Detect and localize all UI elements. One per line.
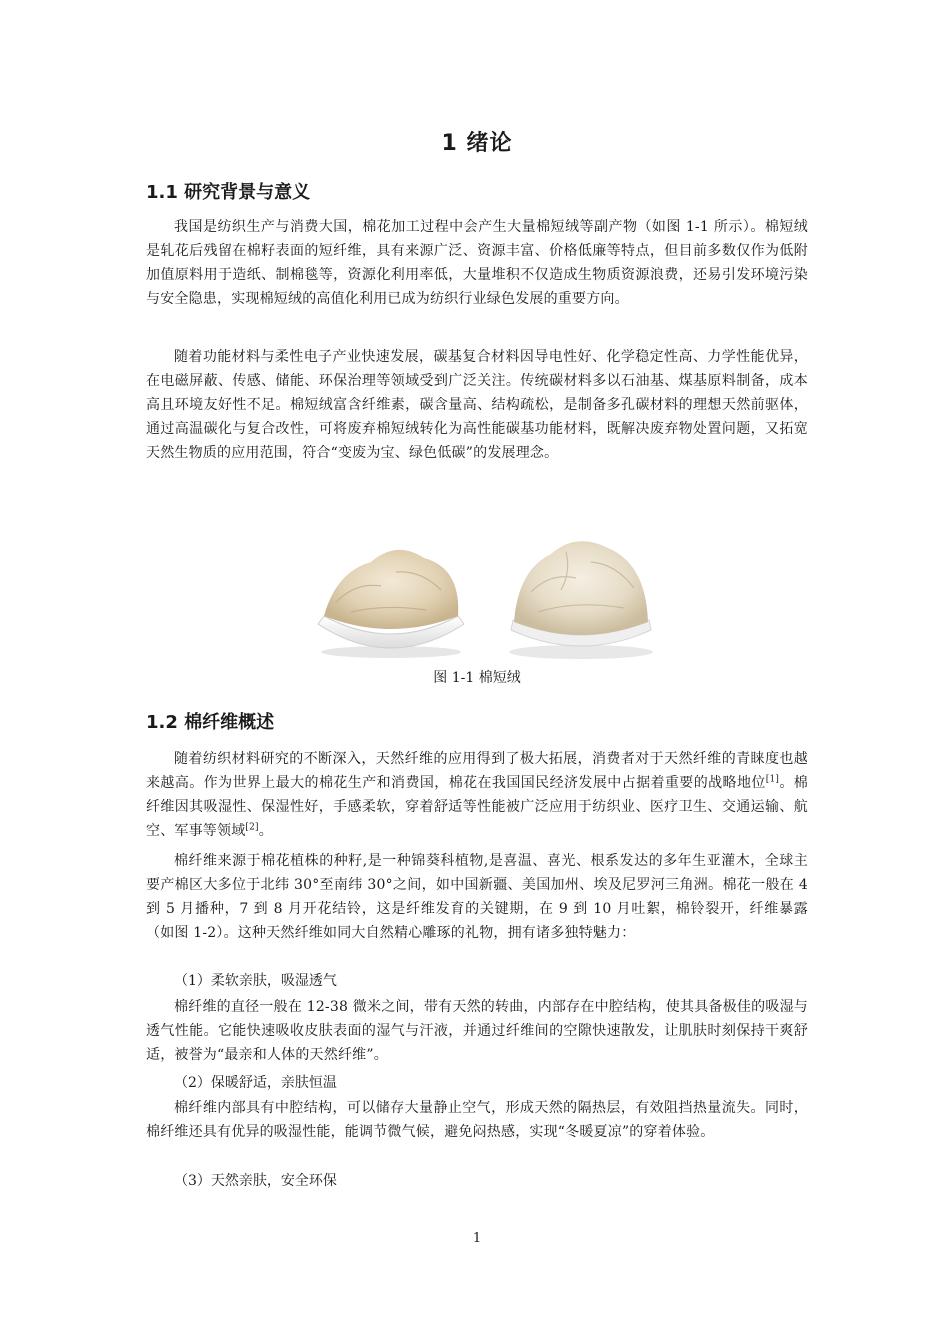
cotton-linter-photo	[146, 512, 808, 662]
figure-cotton-linter	[146, 512, 808, 662]
paragraph-cotton-overview-2: 棉纤维来源于棉花植株的种籽,是一种锦葵科植物,是喜温、喜光、根系发达的多年生亚灌木，全球主要产棉区大多位于北纬 30°至南纬 30°之间，如中国新疆、美国加州、埃及尼罗河三角洲。棉花一般在 4 到 5 月播种，7 到 8 月开花结铃，这是纤维发育的关键期，在 9 到 10 月吐絮，棉铃裂开，纤维暴露（如图 1-2）。这种天然纤维如同大自然精心雕琢的礼物，拥有诸多独特魅力：	[146, 853, 808, 941]
paragraph-background-2: 随着功能材料与柔性电子产业快速发展，碳基复合材料因导电性好、化学稳定性高、力学性能优异，在电磁屏蔽、传感、储能、环保治理等领域受到广泛关注。传统碳材料多以石油基、煤基原料制备，成本高且环境友好性不足。棉短绒富含纤维素，碳含量高、结构疏松，是制备多孔碳材料的理想天然前驱体，通过高温碳化与复合改性，可将废弃棉短绒转化为高性能碳基功能材料，既解决废弃物处置问题，又拓宽天然生物质的应用范围，符合“变废为宝、绿色低碳”的发展理念。	[146, 349, 808, 461]
section-title-1-1: 1.1 研究背景与意义	[146, 182, 311, 203]
list-item-1: （1）柔软亲肤，吸湿透气	[174, 973, 337, 989]
paragraph-item-2: 棉纤维内部具有中腔结构，可以储存大量静止空气，形成天然的隔热层，有效阻挡热量流失。同时，棉纤维还具有优异的吸湿性能，能调节微气候，避免闷热感，实现“冬暖夏凉”的穿着体验。	[146, 1100, 808, 1140]
list-item-2: （2）保暖舒适，亲肤恒温	[174, 1075, 337, 1091]
citation-2[interactable]: [2]	[245, 822, 259, 833]
paragraph-cotton-overview-1: 随着纺织材料研究的不断深入，天然纤维的应用得到了极大拓展，消费者对于天然纤维的青睐度也越来越高。作为世界上最大的棉花生产和消费国，棉花在我国国民经济发展中占据着重要的战略地位[1]。棉纤维因其吸湿性、保湿性好，手感柔软，穿着舒适等性能被广泛应用于纺织业、医疗卫生、交通运输、航空、军事等领域[2]。	[146, 751, 808, 839]
paragraph-item-1: 棉纤维的直径一般在 12-38 微米之间，带有天然的转曲，内部存在中腔结构，使其具备极佳的吸湿与透气性能。它能快速吸收皮肤表面的湿气与汗液，并通过纤维间的空隙快速散发，让肌肤时刻保持干爽舒适，被誉为“最亲和人体的天然纤维”。	[146, 999, 808, 1063]
page-number: 1	[472, 1231, 482, 1246]
figure-caption: 图 1-1 棉短绒	[433, 670, 521, 686]
paragraph-background-1: 我国是纺织生产与消费大国，棉花加工过程中会产生大量棉短绒等副产物（如图 1-1 所示）。棉短绒是轧花后残留在棉籽表面的短纤维，具有来源广泛、资源丰富、价格低廉等特点，但目前多数仅作为低附加值原料用于造纸、制棉毯等，资源化利用率低，大量堆积不仅造成生物质资源浪费，还易引发环境污染与安全隐患，实现棉短绒的高值化利用已成为纺织行业绿色发展的重要方向。	[146, 219, 808, 307]
chapter-title: 1 绪论	[441, 131, 513, 156]
section-title-1-2: 1.2 棉纤维概述	[146, 712, 275, 733]
list-item-3: （3）天然亲肤，安全环保	[174, 1173, 337, 1189]
citation-1[interactable]: [1]	[765, 774, 780, 785]
